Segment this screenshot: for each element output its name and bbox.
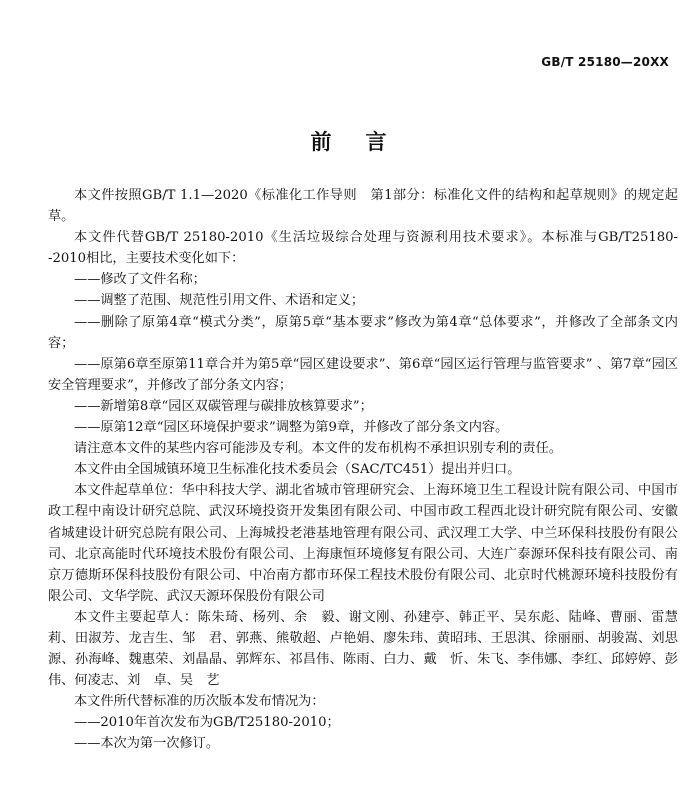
title-char-2: 言	[365, 130, 387, 154]
change-item: ——删除了原第4章“模式分类”，原第5章“基本要求”修改为第4章“总体要求”，并修改了全部条文内容；	[48, 314, 678, 351]
title-char-1: 前	[310, 130, 332, 154]
paragraph-history-intro: 本文件所代替标准的历次版本发布情况为：	[74, 694, 325, 710]
change-item: ——修改了文件名称；	[74, 272, 206, 288]
foreword-body	[48, 185, 678, 755]
paragraph-drafters: 本文件主要起草人：陈朱琦、杨列、余 毅、谢文刚、孙建亭、韩正平、吴东彪、陆峰、曹丽、雷慧莉、田淑芳、龙吉生、邹 君、郭燕、熊敬超、卢艳娟、廖朱玮、黄昭玮、王思淇、徐丽丽、胡骏嵩、刘思源、孙海峰、魏惠荣、刘晶晶、郭辉东、祁昌伟、陈雨、白力、戴 忻、朱飞、李伟娜、李红、邱婷婷、彭伟、何凌志、刘 卓、吴 艺	[48, 609, 678, 689]
history-item: ——2010年首次发布为GB/T25180-2010；	[74, 715, 340, 731]
history-item: ——本次为第一次修订。	[74, 736, 220, 752]
change-item: ——原第6章至原第11章合并为第5章“园区建设要求”、第6章“园区运行管理与监管要求” 、第7章“园区安全管理要求”，并修改了部分条文内容；	[48, 356, 678, 393]
change-item: ——新增第8章“园区双碳管理与碳排放核算要求”；	[74, 398, 373, 414]
page-title	[0, 126, 697, 156]
paragraph-replacement: 本文件代替GB/T 25180-2010《生活垃圾综合处理与资源利用技术要求》。本标准与GB/T25180--2010相比，主要技术变化如下：	[48, 230, 678, 267]
standard-code: GB/T 25180—20XX	[541, 55, 669, 69]
paragraph-patent-notice: 请注意本文件的某些内容可能涉及专利。本文件的发布机构不承担识别专利的责任。	[74, 441, 562, 457]
change-item: ——原第12章“园区环境保护要求”调整为第9章，并修改了部分条文内容。	[74, 420, 509, 436]
paragraph-committee: 本文件由全国城镇环境卫生标准化技术委员会（SAC/TC451）提出并归口。	[74, 462, 521, 478]
paragraph-drafting-units: 本文件起草单位：华中科技大学、湖北省城市管理研究会、上海环境卫生工程设计院有限公司、中国市政工程中南设计研究总院、武汉环境投资开发集团有限公司、中国市政工程西北设计研究院有限公司、安徽省城建设计研究总院有限公司、上海城投老港基地管理有限公司、武汉理工大学、中兰环保科技股份有限公司、北京高能时代环境技术股份有限公司、上海康恒环境修复有限公司、大连广泰源环保科技有限公司、南京万德斯环保科技股份有限公司、中冶南方都市环保工程技术股份有限公司、北京时代桃源环境科技股份有限公司、文华学院、武汉天源环保股份有限公司	[48, 483, 678, 604]
paragraph-drafting-rules: 本文件按照GB/T 1.1—2020《标准化工作导则 第1部分：标准化文件的结构和起草规则》的规定起草。	[48, 188, 678, 225]
change-item: ——调整了范围、规范性引用文件、术语和定义；	[74, 293, 365, 309]
